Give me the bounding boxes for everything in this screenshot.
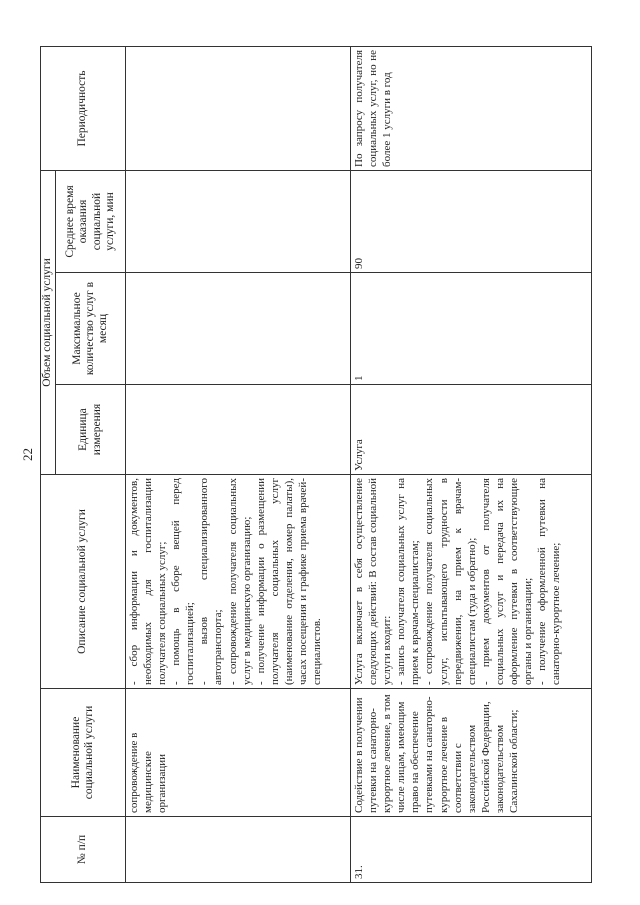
unit-cell	[126, 385, 351, 475]
header-unit: Единица измерения	[56, 385, 126, 475]
periodicity-cell: По запросу получателя социальных услуг, но не более 1 услуги в год	[351, 46, 592, 170]
description-line: - прием документов от получателя социальных услуг и передача их на оформление путевки в соответствующие органы и организации;	[479, 478, 535, 685]
service-name: Содействие в получении путевки на санаторно-курортное лечение, в том числе лицам, имеющим право на обеспечение путевками на санаторно-курортное лечение в соответствии с законодательством Российской Федерации, законодательством Сахалинской области;	[351, 689, 592, 817]
description-line: - запись получателя социальных услуг на прием к врачам-специалистам;	[395, 478, 422, 685]
description-line: - получение оформленной путевки на санаторно-курортное лечение;	[536, 478, 563, 685]
unit-cell: Услуга	[351, 385, 592, 475]
table-row	[351, 46, 592, 882]
periodicity-cell	[126, 46, 351, 170]
service-description	[351, 475, 592, 689]
header-max-count: Максимальное количество услуг в месяц	[56, 273, 126, 385]
max-count-cell: 1	[351, 273, 592, 385]
avg-time-cell: 90	[351, 170, 592, 272]
header-row	[41, 46, 56, 882]
max-count-cell	[126, 273, 351, 385]
description-line: - сопровождение получателя социальных услуг в медицинскую организацию;	[226, 478, 253, 685]
description-line: - вызов специализированного автотранспорта;	[198, 478, 225, 685]
service-description	[126, 475, 351, 689]
description-line: - сбор информации и документов, необходимых для госпитализации получателя социальных услуг;	[128, 478, 169, 685]
page-number: 22	[20, 448, 35, 461]
table-row	[126, 46, 351, 882]
header-periodicity: Периодичность	[41, 46, 126, 170]
header-name: Наименование социальной услуги	[41, 689, 126, 817]
avg-time-cell	[126, 170, 351, 272]
header-avg-time: Среднее время оказания социальной услуги, мин	[56, 170, 126, 272]
row-number: 31.	[351, 817, 592, 883]
description-line: - помощь в сборе вещей перед госпитализацией;	[170, 478, 197, 685]
row-number	[126, 817, 351, 883]
social-services-table	[40, 46, 592, 883]
header-volume-group: Объем социальной услуги	[41, 170, 56, 474]
description-line: Услуга включает в себя осуществление следующих действий: В состав социальной услуги входит:	[353, 478, 394, 685]
service-name: сопровождение в медицинские организации	[126, 689, 351, 817]
header-num: № п/п	[41, 817, 126, 883]
header-description: Описание социальной услуги	[41, 475, 126, 689]
description-line: - сопровождение получателя социальных услуг, испытывающего трудности в передвижении, на прием к врачам-специалистам (туда и обратно);	[423, 478, 478, 685]
description-line: - получение информации о размещении получателя социальных услуг (наименование отделения, номер палаты), часах посещения и графике приема врачей-специалистов.	[254, 478, 324, 685]
